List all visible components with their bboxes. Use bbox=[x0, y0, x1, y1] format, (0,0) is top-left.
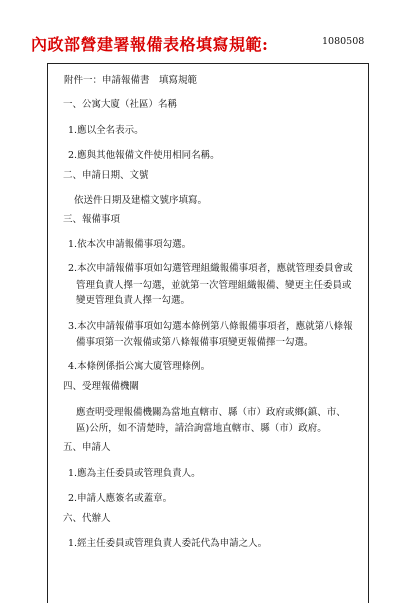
item-line: 2.應與其他報備文件使用相同名稱。 bbox=[68, 150, 220, 161]
item-line: 管理負責人擇一勾選，並就第一次管理組織報備、變更主任委員或 bbox=[76, 280, 352, 291]
item-line: 依送件日期及建檔文號序填寫。 bbox=[74, 195, 208, 206]
item-line: 1.依本次申請報備事項勾選。 bbox=[68, 239, 192, 250]
section-heading: 六、代辦人 bbox=[63, 513, 111, 524]
item-line: 應查明受理報備機關為當地直轄市、縣（市）政府或鄉(鎮、市、 bbox=[76, 407, 346, 418]
item-line: 變更管理負責人擇一勾選。 bbox=[76, 295, 191, 306]
item-line: 備事項第一次報備或第八條報備事項變更報備擇一勾選。 bbox=[76, 337, 314, 348]
document-title: 內政部營建署報備表格填寫規範: bbox=[31, 35, 269, 54]
item-line: 1.應為主任委員或管理負責人。 bbox=[68, 468, 201, 479]
item-line: 2.本次申請報備事項如勾選管理組織報備事項者，應就管理委員會或 bbox=[68, 263, 353, 274]
item-line: 1.應以全名表示。 bbox=[68, 125, 144, 136]
item-line: 2.申請人應簽名或蓋章。 bbox=[68, 493, 173, 504]
section-heading: 三、報備事項 bbox=[63, 214, 121, 225]
section-heading: 一、公寓大廈（社區）名稱 bbox=[63, 99, 178, 110]
section-heading: 五、申請人 bbox=[63, 442, 111, 453]
item-line: 1.經主任委員或管理負責人委託代為申請之人。 bbox=[68, 538, 268, 549]
item-line: 3.本次申請報備事項如勾選本條例第八條報備事項者，應就第八條報 bbox=[68, 321, 353, 332]
section-heading: 四、受理報備機關 bbox=[63, 381, 140, 392]
section-heading: 二、申請日期、文號 bbox=[63, 170, 149, 181]
document-code: 1080508 bbox=[322, 36, 365, 47]
item-line: 區)公所，如不清楚時，請洽詢當地直轄市、縣（市）政府。 bbox=[76, 423, 327, 434]
appendix-title: 附件一：申請報備書 填寫規範 bbox=[64, 75, 198, 86]
item-line: 4.本條例係指公寓大廈管理條例。 bbox=[68, 361, 211, 372]
